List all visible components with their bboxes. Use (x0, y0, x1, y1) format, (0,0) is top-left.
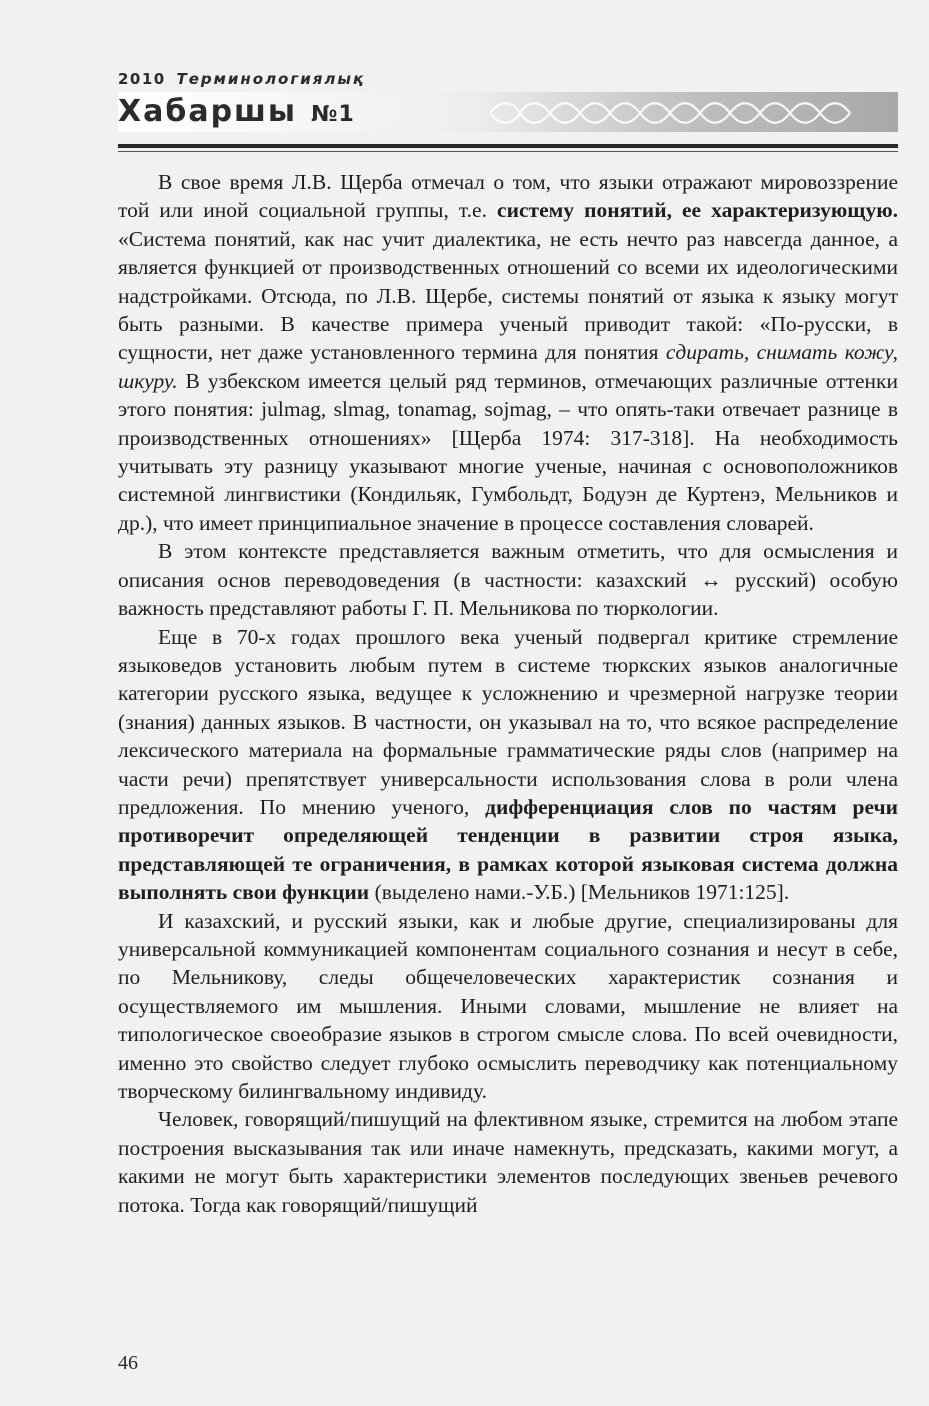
header-journal-subtitle: Терминологиялық (176, 70, 366, 88)
p1-text-e: В узбекском имеется целый ряд терминов, отмечающих различные оттенки этого понятия: julmag, slmag, tonamag, sojmag, – что опять-таки отвечает разнице в производственных отношениях» [Щерба 1974: 317-318]. На необходимость учитывать эту разницу указывают многие ученые, начиная с основоположников системной лингвистики (Кондильяк, Гумбольдт, Бодуэн де Куртенэ, Мельников и др.), что имеет принципиальное значение в процессе составления словарей. (118, 368, 898, 535)
paragraph-2: В этом контексте представляется важным отметить, что для осмысления и описания основ переводоведения (в частности: казахский ↔ русский) особую важность представляют работы Г. П. Мельникова по тюркологии. (118, 539, 898, 621)
paragraph-3 (118, 623, 898, 907)
header-journal-title (118, 94, 355, 129)
paragraph-1 (118, 168, 898, 537)
paragraph-4: И казахский, и русский языки, как и любые другие, специализированы для универсальной коммуникацией компонентам социального сознания и несут в себе, по Мельникову, следы общечеловеческих характеристик сознания и осуществляемого им мышления. Иными словами, мышление не влияет на типологическое своеобразие языков в строгом смысле слова. По всей очевидности, именно это свойство следует глубоко осмыслить переводчику как потенциальному творческому билингвальному индивиду. (118, 908, 898, 1103)
p1-bold: систему понятий, ее характеризующую. (497, 198, 898, 223)
header-top-line (118, 70, 365, 88)
header-rule-thick (118, 144, 898, 148)
article-body (118, 168, 898, 1219)
page-header (118, 70, 898, 160)
header-ornament-icon (490, 98, 890, 128)
p3-text-a: Еще в 70-х годах прошлого века ученый подвергал критике стремление языковедов установить любым путем в системе тюркских языков аналогичные категории русского языка, ведущее к усложнению и чрезмерной нагрузке теории (знания) данных языков. В частности, он указывал на то, что всякое распределение лексического материала на формальные грамматические ряды слов (например на части речи) препятствует универсальности использования слова в роли члена предложения. По мнению ученого, (118, 624, 898, 819)
p3-text-c: (выделено нами.-У.Б.) [Мельников 1971:125]. (369, 880, 790, 905)
header-year: 2010 (118, 70, 166, 88)
header-rule-thin (118, 151, 898, 152)
p1-text-a: В свое время Л.В. Щерба отмечал о том, что языки отражают мировоззрение той или иной социальной группы, т.е. (118, 170, 898, 223)
p3-bold: дифференциация слов по частям речи противоречит определяющей тенденции в развитии строя языка, представляющей те ограничения, в рамках которой языковая система должна выполнять свои функции (118, 794, 898, 905)
issue-number: №1 (311, 102, 355, 127)
paragraph-5: Человек, говорящий/пишущий на флективном языке, стремится на любом этапе построения высказывания так или иначе намекнуть, предсказать, какими могут, а какими не могут быть характеристики элементов последующих звеньев речевого потока. Тогда как говорящий/пишущий (118, 1107, 898, 1217)
p1-text-c: «Система понятий, как нас учит диалектика, не есть нечто раз навсегда данное, а является функцией от производственных отношений со всеми их идеологическими надстройками. Отсюда, по Л.В. Щербе, системы понятий от языка к языку могут быть разными. В качестве примера ученый приводит такой: «По-русски, в сущности, нет даже установленного термина для понятия (118, 226, 898, 365)
p1-italic: сдирать, снимать кожу, шкуру. (118, 340, 898, 393)
page-number: 46 (118, 1352, 138, 1374)
journal-title: Хабаршы (118, 94, 298, 129)
